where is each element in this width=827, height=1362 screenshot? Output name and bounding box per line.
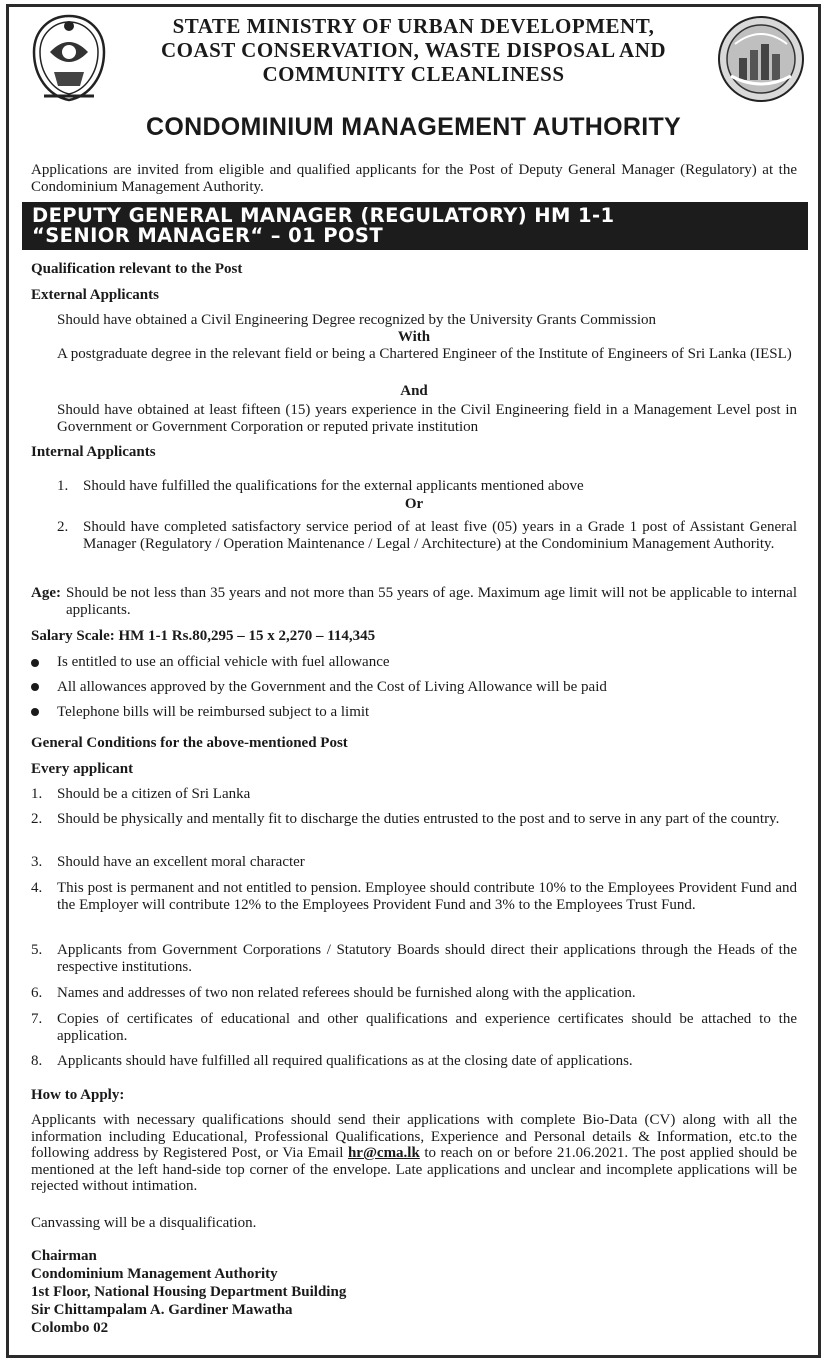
benefit-item: Telephone bills will be reimbursed subject to a limit <box>57 704 370 720</box>
general-heading: General Conditions for the above-mentioned Post <box>31 735 348 751</box>
how-to-apply-heading: How to Apply: <box>31 1087 125 1103</box>
condition-item: Names and addresses of two non related referees should be furnished along with the application. <box>57 985 636 1001</box>
internal-item-2: Should have completed satisfactory service period of at least five (05) years in a Grade 1 post of Assistant General Manager (Regulatory / Operation Maintenance / Legal / Architecture) at the Condominium Management Authority. <box>83 519 797 552</box>
condition-num: 8. <box>31 1053 43 1069</box>
external-heading: External Applicants <box>31 287 159 303</box>
post-title-banner <box>22 202 808 250</box>
condition-item: Applicants should have fulfilled all required qualifications as at the closing date of applications. <box>57 1053 633 1069</box>
every-applicant-heading: Every applicant <box>31 761 134 777</box>
organization-title: CONDOMINIUM MANAGEMENT AUTHORITY <box>145 113 682 141</box>
ministry-line-3: COMMUNITY CLEANLINESS <box>262 62 565 86</box>
address-line-4: Sir Chittampalam A. Gardiner Mawatha <box>31 1302 293 1318</box>
condition-item: Copies of certificates of educational and other qualifications and experience certificates should be attached to the application. <box>57 1011 797 1044</box>
condition-num: 3. <box>31 854 43 870</box>
address-line-1: Chairman <box>31 1248 97 1264</box>
intro-paragraph: Applications are invited from eligible and qualified applicants for the Post of Deputy General Manager (Regulatory) at the Condominium Management Authority. <box>31 162 797 195</box>
condition-num: 1. <box>31 786 43 802</box>
condition-item: Should be physically and mentally fit to discharge the duties entrusted to the post and to serve in any part of the country. <box>57 811 780 827</box>
address-block <box>31 1247 346 1337</box>
ministry-header <box>130 14 697 86</box>
benefit-item: All allowances approved by the Government and the Cost of Living Allowance will be paid <box>57 679 607 695</box>
bullet-icon <box>31 683 39 691</box>
salary-scale: Salary Scale: HM 1-1 Rs.80,295 – 15 x 2,270 – 114,345 <box>31 628 376 644</box>
condition-num: 7. <box>31 1011 43 1027</box>
bullet-icon <box>31 659 39 667</box>
with-conjunction: With <box>397 329 431 345</box>
internal-item-num: 1. <box>57 478 69 494</box>
condition-item: Should have an excellent moral character <box>57 854 305 870</box>
address-line-3: 1st Floor, National Housing Department Building <box>31 1284 347 1300</box>
address-line-2: Condominium Management Authority <box>31 1266 278 1282</box>
internal-item-num: 2. <box>57 519 69 535</box>
authority-seal-icon <box>717 14 805 104</box>
external-req-2: A postgraduate degree in the relevant field or being a Chartered Engineer of the Institute of Engineers of Sri Lanka (IESL) <box>57 346 792 362</box>
condition-item: This post is permanent and not entitled to pension. Employee should contribute 10% to the Employees Provident Fund and the Employer will contribute 12% to the Employees Provident Fund and 3% to the Employees Trust Fund. <box>57 880 797 913</box>
condition-num: 2. <box>31 811 43 827</box>
post-title-line-1: DEPUTY GENERAL MANAGER (REGULATORY) HM 1-1 <box>32 204 615 227</box>
post-title-line-2: “SENIOR MANAGER“ – 01 POST <box>32 224 384 247</box>
internal-heading: Internal Applicants <box>31 444 156 460</box>
condition-item: Applicants from Government Corporations / Statutory Boards should direct their applications through the Heads of the respective institutions. <box>57 942 797 975</box>
apply-text-before: Applicants with necessary qualifications should send their applications with complete Bio-Data (CV) along with all the information including Educational, Professional Qualifications, Experience and Personal details & Information, etc.to the following address by Registered Post, or Via Email <box>31 1112 797 1161</box>
age-label: Age: <box>31 585 61 601</box>
age-text: Should be not less than 35 years and not more than 55 years of age. Maximum age limit will not be applicable to internal applicants. <box>66 585 797 618</box>
address-line-5: Colombo 02 <box>31 1320 109 1336</box>
ministry-line-1: STATE MINISTRY OF URBAN DEVELOPMENT, <box>172 14 655 38</box>
apply-paragraph <box>31 1112 797 1195</box>
bullet-icon <box>31 708 39 716</box>
external-req-1: Should have obtained a Civil Engineering Degree recognized by the University Grants Commission <box>57 312 657 328</box>
canvassing-note: Canvassing will be a disqualification. <box>31 1215 257 1231</box>
or-conjunction: Or <box>404 496 424 512</box>
benefit-item: Is entitled to use an official vehicle with fuel allowance <box>57 654 390 670</box>
internal-item-1: Should have fulfilled the qualifications for the external applicants mentioned above <box>83 478 584 494</box>
external-req-3: Should have obtained at least fifteen (15) years experience in the Civil Engineering field in a Management Level post in Government or Government Corporation or reputed private institution <box>57 402 797 435</box>
condition-item: Should be a citizen of Sri Lanka <box>57 786 251 802</box>
national-emblem-icon <box>30 12 108 104</box>
condition-num: 5. <box>31 942 43 958</box>
qualification-heading: Qualification relevant to the Post <box>31 261 243 277</box>
ministry-line-2: COAST CONSERVATION, WASTE DISPOSAL AND <box>160 38 667 62</box>
condition-num: 4. <box>31 880 43 896</box>
condition-num: 6. <box>31 985 43 1001</box>
and-conjunction: And <box>400 383 428 399</box>
apply-text-after: to reach on or before 21.06.2021. The post applied should be mentioned at the left hand-side top corner of the envelope. Late applications and unclear and incomplete applications will be rejected without intimation. <box>31 1145 797 1194</box>
email-link[interactable]: hr@cma.lk <box>347 1145 420 1161</box>
